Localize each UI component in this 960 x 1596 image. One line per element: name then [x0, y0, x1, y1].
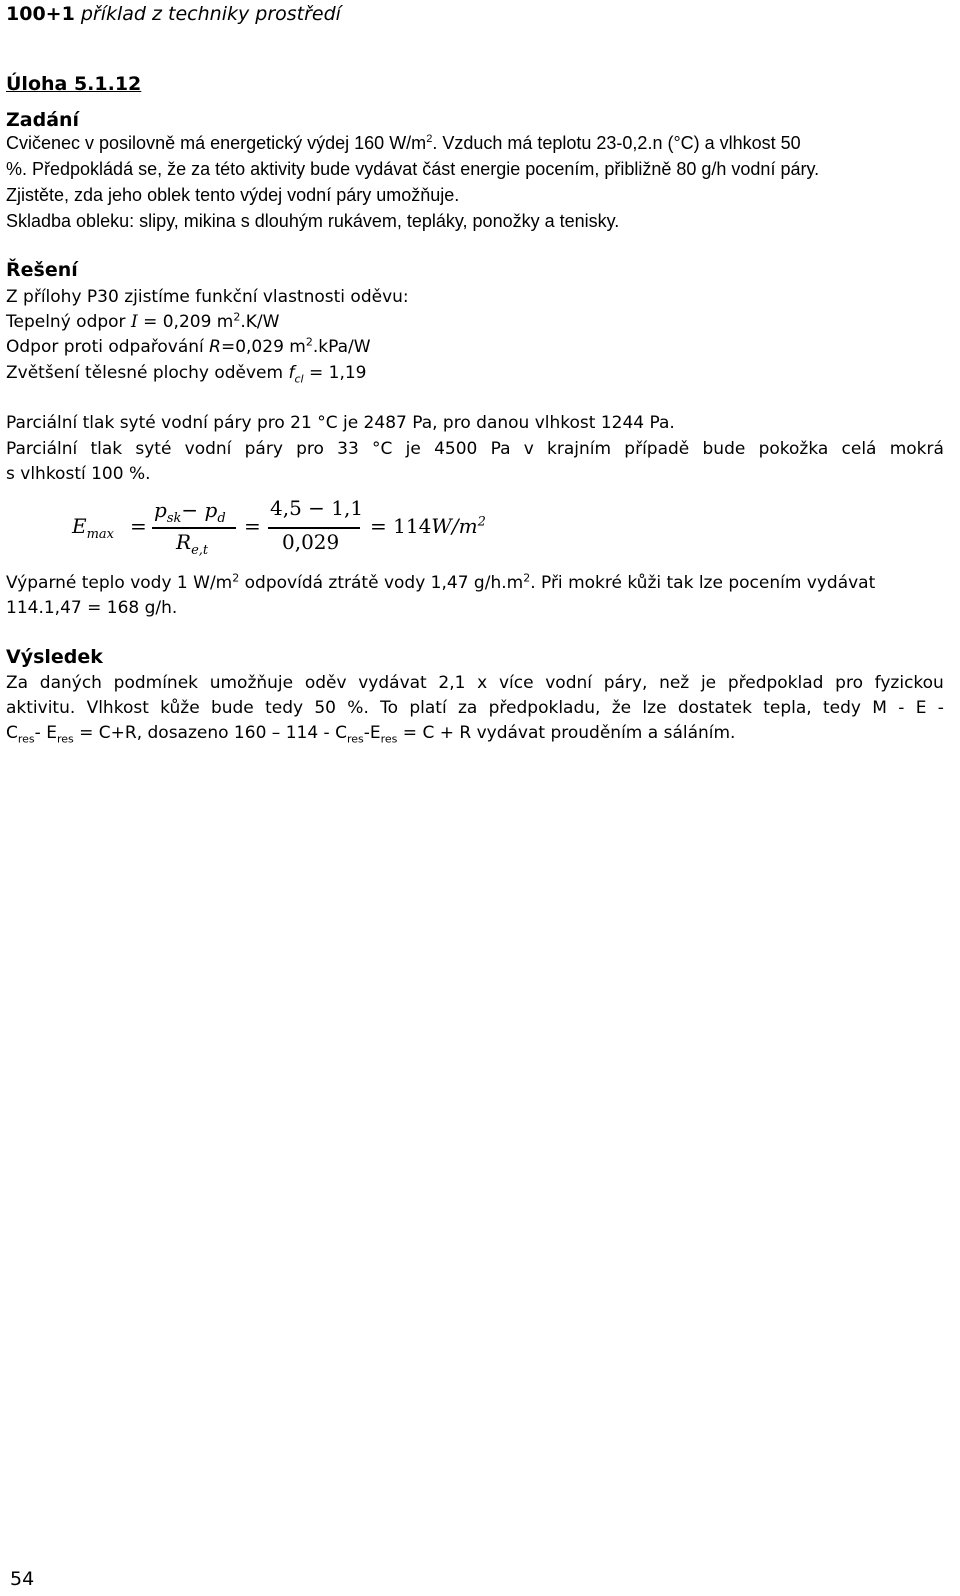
- word: aktivitu.: [6, 698, 76, 718]
- word: Pa: [490, 439, 511, 459]
- word: 50: [314, 698, 336, 718]
- text: Výparné teplo vody 1 W/m: [6, 573, 233, 593]
- zadani-line-3: Zjistěte, zda jeho oblek tento výdej vodní páry umožňuje.: [6, 185, 460, 205]
- word: pro: [296, 439, 324, 459]
- word: fyzickou: [874, 673, 944, 693]
- vyparne-teplo-1: [6, 571, 875, 595]
- formula: [72, 496, 532, 560]
- var-f: f: [288, 363, 295, 383]
- zadani-text-1a: Cvičenec v posilovně má energetický výdej 160 W/m: [6, 133, 427, 153]
- sub: res: [56, 732, 74, 746]
- sub: res: [346, 732, 364, 746]
- parcialni-tlak-2: [6, 437, 944, 461]
- sub-cl: cl: [294, 372, 304, 386]
- formula-num: [154, 498, 226, 526]
- word: páry: [244, 439, 283, 459]
- zadani-line-4: Skladba obleku: slipy, mikina s dlouhým rukávem, tepláky, ponožky a tenisky.: [6, 211, 620, 231]
- word: -: [937, 698, 944, 718]
- word: je: [700, 673, 717, 693]
- reseni-heading: Řešení: [6, 259, 78, 281]
- word: °C: [372, 439, 393, 459]
- zadani-text-1b: . Vzduch má teplotu 23-0,2.n (°C) a vlhkost 50: [432, 133, 801, 153]
- word: tedy: [265, 698, 304, 718]
- text: = C+R, dosazeno 160 – 114 - C: [73, 723, 347, 743]
- word: tepla,: [763, 698, 812, 718]
- formula-num-values: 4,5 − 1,1: [270, 496, 364, 520]
- header-italic: příklad z techniky prostředí: [74, 3, 341, 25]
- formula-den: [176, 530, 209, 558]
- text: = 0,209 m: [137, 312, 234, 332]
- sup: 2: [523, 571, 531, 585]
- formula-eq-1: =: [130, 514, 147, 538]
- word: E: [915, 698, 927, 718]
- word: krajním: [547, 439, 612, 459]
- var-I: I: [130, 312, 138, 332]
- text: .K/W: [240, 312, 280, 332]
- text: p: [204, 498, 218, 522]
- text: Tepelný odpor: [6, 312, 131, 332]
- text: R: [176, 530, 192, 554]
- vysledek-heading: Výsledek: [6, 646, 103, 668]
- word: vodní: [545, 673, 592, 693]
- header-bold: 100+1: [6, 3, 75, 25]
- word: To: [380, 698, 399, 718]
- text: 2: [477, 514, 486, 530]
- zadani-heading: Zadání: [6, 109, 80, 131]
- text: = 114: [370, 514, 432, 538]
- word: %.: [347, 698, 369, 718]
- page-number: 54: [10, 1568, 35, 1590]
- word: -: [898, 698, 905, 718]
- text: sk: [166, 511, 182, 526]
- word: Za: [6, 673, 29, 693]
- document-header: [6, 2, 341, 26]
- word: za: [457, 698, 478, 718]
- word: pro: [835, 673, 863, 693]
- parcialni-tlak-1: Parciální tlak syté vodní páry pro 21 °C je 2487 Pa, pro danou vlhkost 1244 Pa.: [6, 413, 675, 433]
- word: 33: [337, 439, 359, 459]
- formula-den-values: 0,029: [282, 530, 340, 554]
- word: v: [523, 439, 534, 459]
- word: že: [611, 698, 632, 718]
- word: dostatek: [677, 698, 752, 718]
- word: 2,1: [438, 673, 466, 693]
- vysledek-line-1: [6, 671, 944, 695]
- reseni-intro: Z přílohy P30 zjistíme funkční vlastnosti oděvu:: [6, 287, 409, 307]
- word: předpokladu,: [488, 698, 601, 718]
- formula-lhs: [72, 514, 115, 542]
- text: Odpor proti odpařování: [6, 337, 210, 357]
- word: je: [405, 439, 421, 459]
- word: umožňuje: [209, 673, 294, 693]
- text: p: [154, 498, 167, 522]
- vysledek-line-2: [6, 696, 944, 720]
- sup: 2: [305, 335, 313, 349]
- text: odpovídá ztrátě vody 1,47 g/h.m: [239, 573, 524, 593]
- sup: 2: [232, 571, 240, 585]
- formula-eq-2: =: [244, 514, 261, 538]
- word: 4500: [434, 439, 478, 459]
- text: .kPa/W: [312, 337, 371, 357]
- text: -E: [363, 723, 381, 743]
- text: max: [86, 527, 115, 542]
- text: = 1,19: [303, 363, 367, 383]
- word: předpoklad: [727, 673, 824, 693]
- word: tedy: [823, 698, 861, 718]
- word: kůže: [160, 698, 200, 718]
- text: −: [181, 498, 199, 522]
- word: případě: [624, 439, 690, 459]
- fraction-bar-1: [152, 527, 236, 529]
- zvetseni-plochy: [6, 361, 367, 385]
- text: C: [6, 723, 18, 743]
- word: páry,: [603, 673, 648, 693]
- text: E: [72, 514, 87, 538]
- text: - E: [34, 723, 57, 743]
- word: více: [498, 673, 534, 693]
- text: =0,029 m: [220, 337, 306, 357]
- zadani-line-1: [6, 131, 801, 155]
- parcialni-tlak-3: s vlhkostí 100 %.: [6, 464, 151, 484]
- word: Parciální: [6, 439, 78, 459]
- word: podmínek: [113, 673, 199, 693]
- word: mokrá: [889, 439, 944, 459]
- sup: 2: [233, 310, 241, 324]
- text: Zvětšení tělesné plochy oděvem: [6, 363, 289, 383]
- word: platí: [409, 698, 447, 718]
- task-title: Úloha 5.1.12: [6, 73, 142, 95]
- word: lze: [642, 698, 667, 718]
- text: W/m: [431, 514, 478, 538]
- text: = C + R vydávat prouděním a sáláním.: [397, 723, 736, 743]
- var-R: R: [209, 337, 221, 357]
- word: oděv: [304, 673, 347, 693]
- word: x: [477, 673, 488, 693]
- word: než: [659, 673, 690, 693]
- vysledek-line-3: [6, 721, 735, 745]
- text: . Při mokré kůži tak lze pocením vydávat: [530, 573, 876, 593]
- word: bude: [702, 439, 746, 459]
- word: syté: [135, 439, 172, 459]
- odpor-odparovani: [6, 335, 371, 359]
- formula-result: [370, 514, 486, 538]
- sup: 2: [426, 133, 433, 145]
- text: d: [217, 511, 226, 526]
- word: celá: [841, 439, 877, 459]
- zadani-line-2: %. Předpokládá se, že za této aktivity bude vydávat část energie pocením, přibližně 80 g/h vodní páry.: [6, 159, 820, 179]
- tepelny-odpor: [6, 310, 279, 334]
- fraction-bar-2: [268, 527, 360, 529]
- word: daných: [39, 673, 102, 693]
- word: tlak: [90, 439, 123, 459]
- sub: res: [380, 732, 398, 746]
- vyparne-teplo-2: 114.1,47 = 168 g/h.: [6, 598, 178, 618]
- word: M: [872, 698, 887, 718]
- word: vodní: [184, 439, 232, 459]
- word: bude: [210, 698, 254, 718]
- text: e,t: [191, 543, 209, 558]
- sub: res: [17, 732, 35, 746]
- word: Vlhkost: [86, 698, 149, 718]
- word: pokožka: [758, 439, 829, 459]
- word: vydávat: [358, 673, 427, 693]
